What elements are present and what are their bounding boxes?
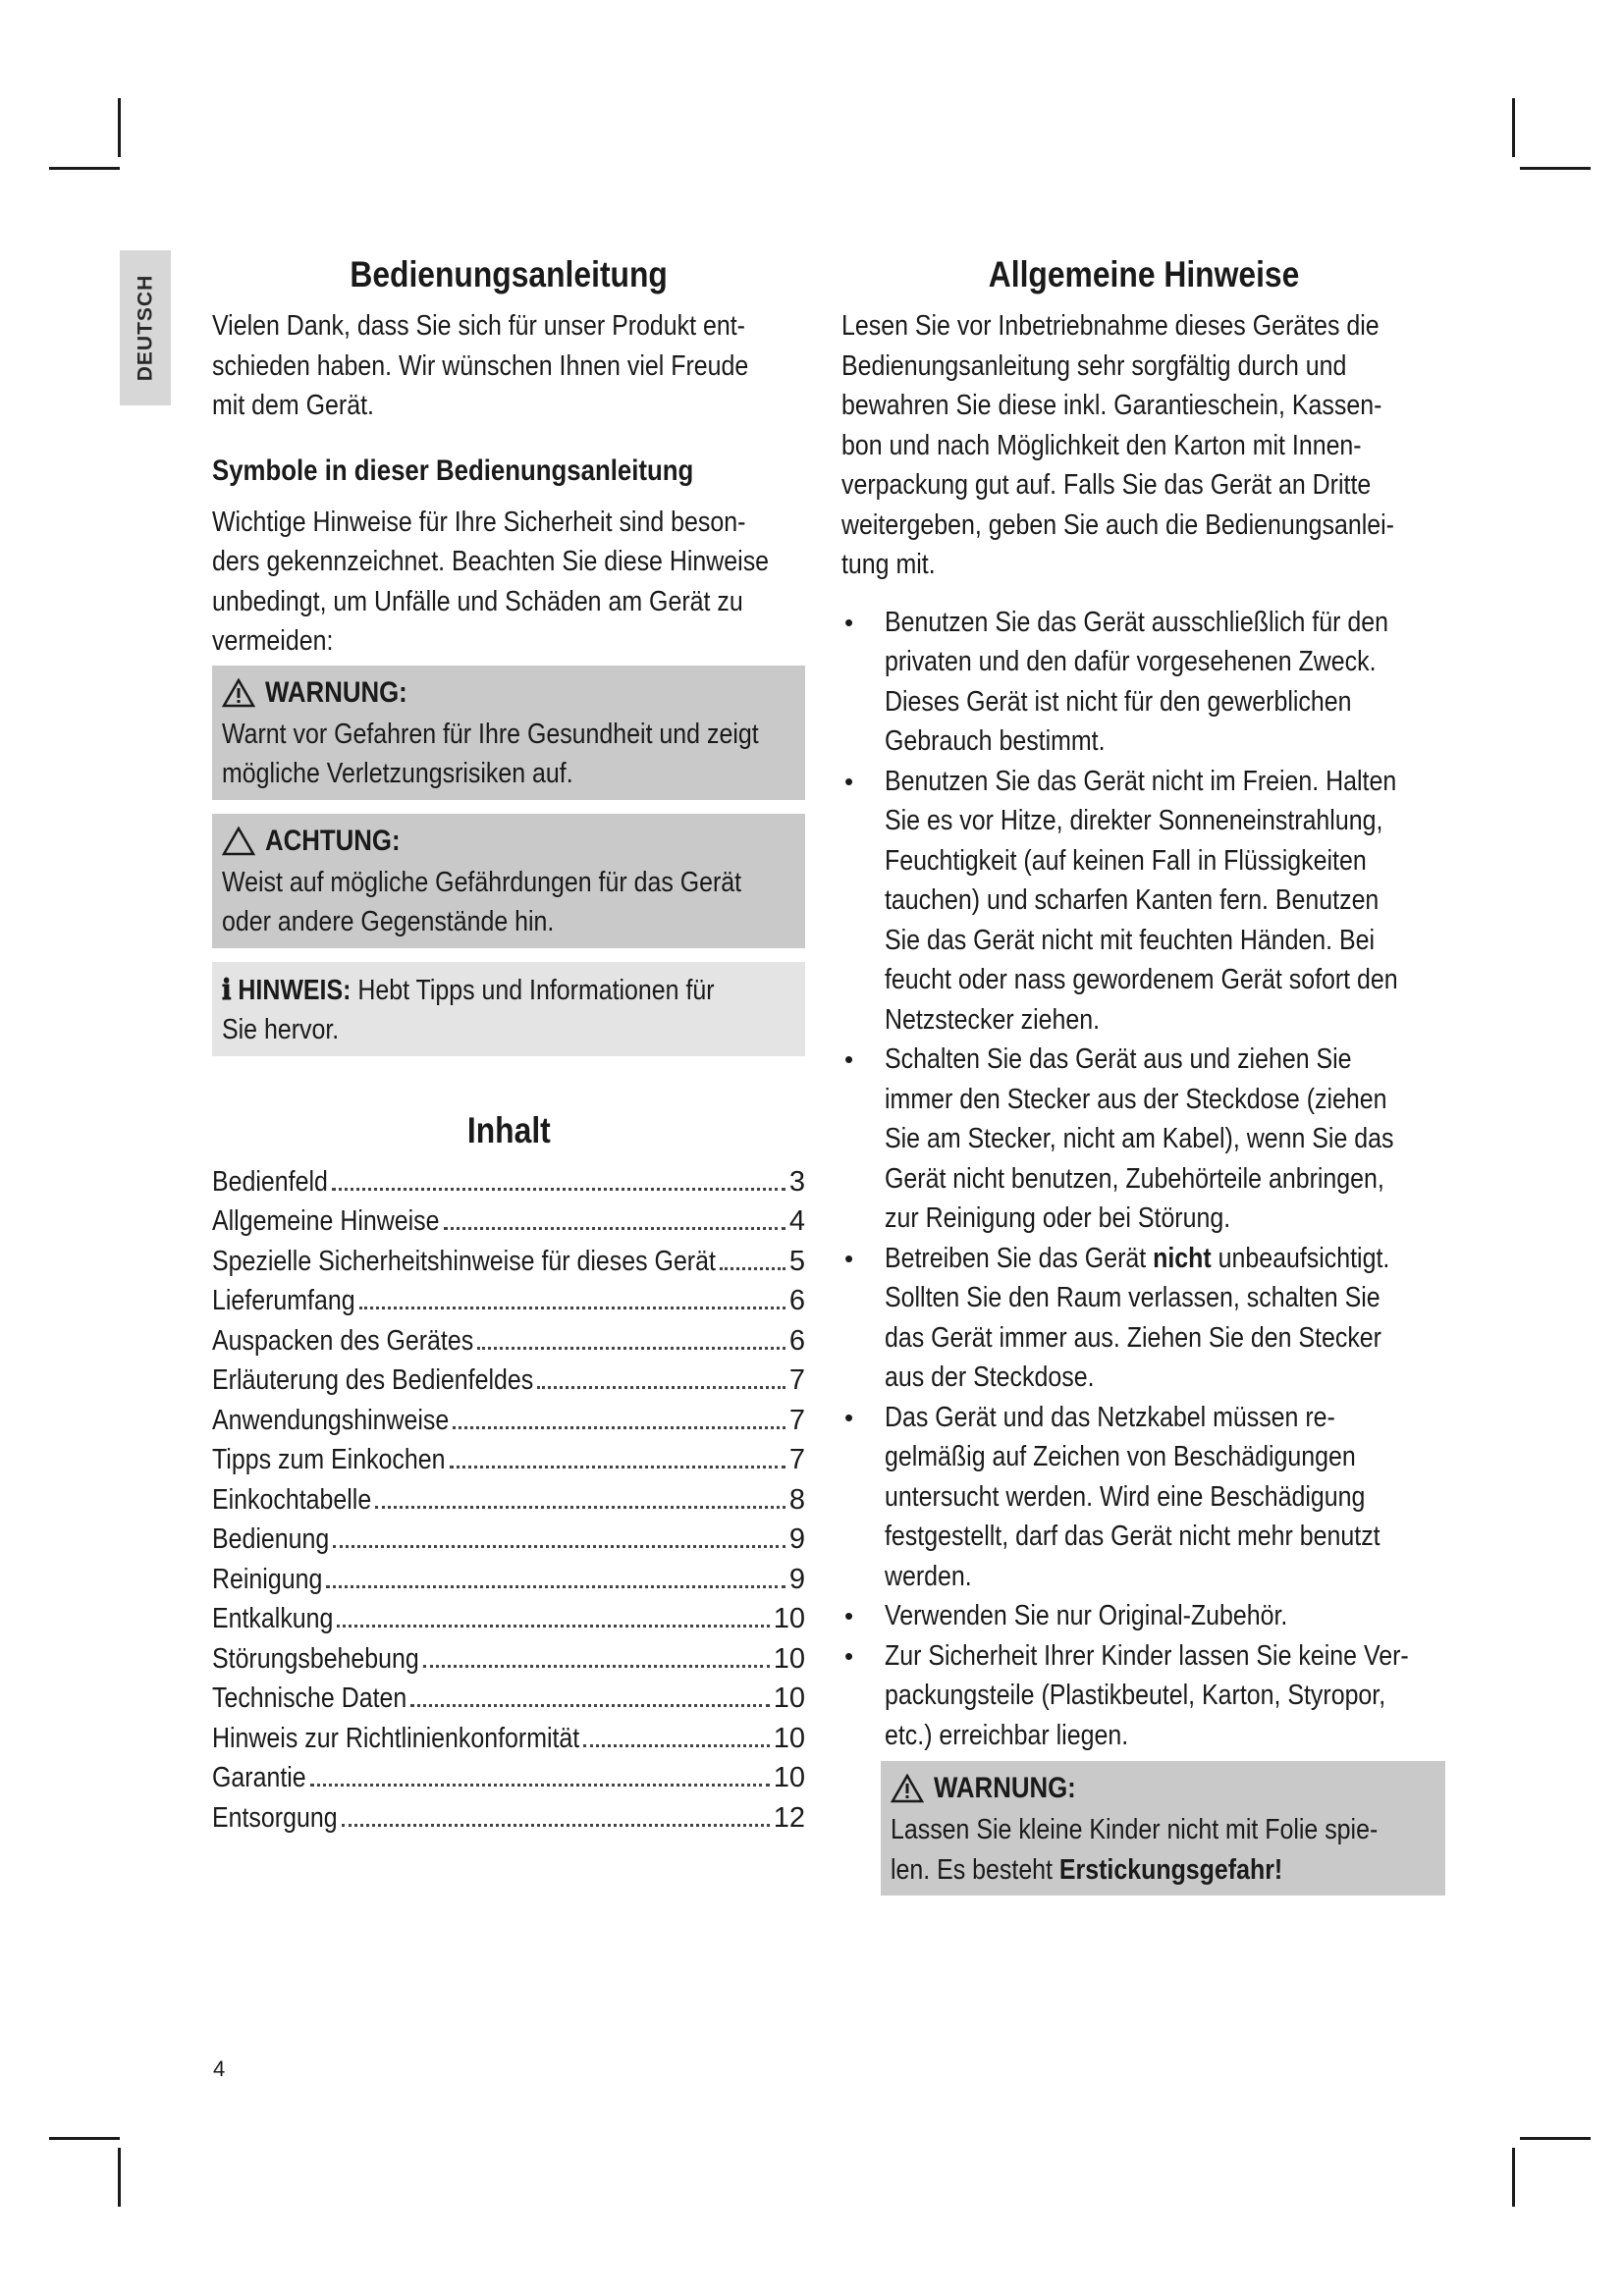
toc-entry-title: Lieferumfang (212, 1285, 355, 1316)
warning-box: WARNUNG: Warnt vor Gefahren für Ihre Gesundheit und zeigt mögliche Verletzungsrisiken auf. (212, 666, 805, 800)
list-item: • Das Gerät und das Netzkabel müssen re- gelmäßig auf Zeichen von Beschädigungen untersucht werden. Wird eine Beschädigung festgestellt, darf das Gerät nicht mehr benutzt werden. (841, 1398, 1447, 1597)
toc-leader-dots (477, 1347, 785, 1350)
toc-entry-title: Bedienung (212, 1523, 330, 1555)
toc-entry-title: Auspacken des Gerätes (212, 1324, 474, 1357)
toc-entry-title: Hinweis zur Richtlinienkonformität (212, 1722, 580, 1754)
toc-entry[interactable] (212, 1484, 805, 1524)
toc-leader-dots (453, 1426, 785, 1429)
toc-entry-page: 6 (788, 1324, 805, 1357)
toc-leader-dots (337, 1625, 769, 1628)
toc-leader-dots (375, 1506, 785, 1509)
toc-entry-page: 7 (788, 1444, 805, 1475)
toc-entry[interactable] (212, 1723, 805, 1763)
warning-icon (891, 1774, 924, 1803)
safety-list (841, 603, 1447, 1756)
toc-entry-page: 10 (773, 1722, 805, 1754)
symbols-paragraph: Wichtige Hinweise für Ihre Sicherheit sind beson- ders gekennzeichnet. Beachten Sie diese Hinweise unbedingt, um Unfälle und Schäden am Gerät zu vermeiden: (212, 506, 770, 657)
toc-entry-title: Einkochtabelle (212, 1483, 372, 1516)
toc-leader-dots (310, 1784, 770, 1787)
list-item: • Zur Sicherheit Ihrer Kinder lassen Sie keine Ver- packungsteile (Plastikbeutel, Karton, Styropor, etc.) erreichbar liegen. (841, 1636, 1447, 1756)
toc-entry[interactable] (212, 1564, 805, 1604)
toc-entry-title: Anwendungshinweise (212, 1404, 450, 1436)
language-tab (120, 250, 171, 405)
caution-label: ACHTUNG: (265, 824, 401, 857)
toc-leader-dots (537, 1386, 785, 1389)
toc-entry[interactable] (212, 1405, 805, 1445)
symbols-heading: Symbole in dieser Bedienungsanleitung (212, 454, 694, 487)
crop-mark (118, 98, 121, 157)
note-box: ℹ HINWEIS: Hebt Tipps und Informationen für Sie hervor. (212, 962, 805, 1056)
right-column (841, 245, 1447, 1909)
toc-entry-page: 12 (773, 1801, 805, 1834)
warning-label: WARNUNG: (934, 1772, 1076, 1804)
toc-entry[interactable] (212, 1802, 805, 1842)
section-title: Allgemeine Hinweise (989, 254, 1300, 294)
child-warning-box: WARNUNG: Lassen Sie kleine Kinder nicht mit Folie spie- len. Es besteht Erstickungsgefahr! (881, 1761, 1445, 1896)
language-tab-label: DEUTSCH (134, 274, 157, 382)
toc-entry-title: Entsorgung (212, 1801, 338, 1834)
toc-entry-page: 10 (773, 1642, 805, 1675)
crop-mark (1512, 98, 1515, 157)
toc-entry-title: Technische Daten (212, 1682, 407, 1714)
toc-entry[interactable] (212, 1325, 805, 1365)
toc-entry[interactable] (212, 1643, 805, 1683)
toc-leader-dots (720, 1267, 785, 1270)
toc-entry-page: 9 (788, 1523, 805, 1555)
toc-leader-dots (326, 1585, 785, 1588)
caution-box: ACHTUNG: Weist auf mögliche Gefährdungen für das Gerät oder andere Gegenstände hin. (212, 814, 805, 948)
list-item: • Benutzen Sie das Gerät ausschließlich für den privaten und den dafür vorgesehenen Zweck. Dieses Gerät ist nicht für den gewerblichen Gebrauch bestimmt. (841, 603, 1447, 762)
toc-entry[interactable] (212, 1444, 805, 1484)
page-number: 4 (213, 2056, 226, 2081)
table-of-contents (212, 1166, 805, 1842)
crop-mark (118, 2148, 121, 2207)
toc-entry-title: Garantie (212, 1762, 306, 1793)
crop-mark (49, 2137, 120, 2140)
toc-entry-title: Spezielle Sicherheitshinweise für dieses Gerät (212, 1245, 716, 1277)
toc-entry-title: Tipps zum Einkochen (212, 1444, 446, 1475)
general-intro: Lesen Sie vor Inbetriebnahme dieses Gerätes die Bedienungsanleitung sehr sorgfältig durch und bewahren Sie diese inkl. Garantieschein, Kassen- bon und nach Möglichkeit den Karton mit Innen- verpackung gut auf. Falls Sie das Gerät an Dritte weitergeben, geben Sie auch die Bedienungsanlei- tung mit. (841, 310, 1394, 580)
crop-mark (1520, 2137, 1591, 2140)
toc-title: Inhalt (466, 1109, 551, 1150)
toc-entry-page: 5 (788, 1245, 805, 1277)
crop-mark (1520, 167, 1591, 170)
page-title: Bedienungsanleitung (350, 254, 668, 294)
intro-paragraph: Vielen Dank, dass Sie sich für unser Produkt ent- schieden haben. Wir wünschen Ihnen viel Freude mit dem Gerät. (212, 310, 749, 421)
info-icon: ℹ (222, 972, 232, 1006)
toc-entry[interactable] (212, 1285, 805, 1325)
toc-entry-page: 10 (773, 1603, 805, 1634)
toc-leader-dots (423, 1665, 770, 1668)
toc-leader-dots (342, 1824, 770, 1827)
toc-leader-dots (410, 1704, 769, 1707)
toc-entry-page: 6 (788, 1285, 805, 1316)
toc-entry[interactable] (212, 1364, 805, 1405)
list-item: • Schalten Sie das Gerät aus und ziehen Sie immer den Stecker aus der Steckdose (ziehen Sie am Stecker, nicht am Kabel), wenn Sie das Gerät nicht benutzen, Zubehörteile anbringen, zur Reinigung oder bei Störung. (841, 1040, 1447, 1239)
left-column (212, 245, 805, 1842)
toc-entry-title: Entkalkung (212, 1603, 334, 1634)
toc-leader-dots (444, 1227, 785, 1230)
toc-leader-dots (332, 1188, 785, 1191)
toc-entry-page: 7 (788, 1404, 805, 1436)
note-label: HINWEIS: (238, 974, 352, 1006)
toc-entry-title: Reinigung (212, 1563, 323, 1595)
toc-entry-page: 10 (773, 1682, 805, 1714)
toc-entry-page: 9 (788, 1563, 805, 1595)
toc-entry[interactable] (212, 1762, 805, 1802)
list-item: • Benutzen Sie das Gerät nicht im Freien. Halten Sie es vor Hitze, direkter Sonneneinstrahlung, Feuchtigkeit (auf keinen Fall in Flüssigkeiten tauchen) und scharfen Kanten fern. Benutzen Sie das Gerät nicht mit feuchten Händen. Bei feucht oder nass gewordenem Gerät sofort den Netzstecker ziehen. (841, 762, 1447, 1041)
toc-entry-page: 10 (773, 1762, 805, 1793)
warning-icon (222, 678, 255, 708)
list-item: • Verwenden Sie nur Original-Zubehör. (841, 1596, 1447, 1636)
toc-leader-dots (333, 1545, 785, 1548)
toc-entry-title: Erläuterung des Bedienfeldes (212, 1364, 534, 1396)
toc-entry[interactable] (212, 1682, 805, 1723)
toc-leader-dots (450, 1466, 785, 1468)
caution-icon (222, 827, 255, 856)
toc-entry-title: Bedienfeld (212, 1165, 328, 1198)
crop-mark (1512, 2148, 1515, 2207)
toc-entry-page: 3 (788, 1165, 805, 1198)
toc-leader-dots (359, 1307, 785, 1309)
toc-entry-title: Störungsbehebung (212, 1642, 419, 1675)
toc-entry[interactable] (212, 1603, 805, 1643)
toc-entry[interactable] (212, 1205, 805, 1246)
toc-entry-title: Allgemeine Hinweise (212, 1205, 440, 1237)
toc-entry[interactable] (212, 1523, 805, 1564)
list-item: • Betreiben Sie das Gerät nicht unbeaufsichtigt. Sollten Sie den Raum verlassen, schalten Sie das Gerät immer aus. Ziehen Sie den Stecker aus der Steckdose. (841, 1239, 1447, 1398)
toc-leader-dots (583, 1744, 770, 1747)
toc-entry-page: 7 (788, 1364, 805, 1396)
crop-mark (49, 167, 120, 170)
toc-entry-page: 4 (788, 1205, 805, 1237)
toc-entry-page: 8 (788, 1483, 805, 1516)
toc-entry[interactable] (212, 1166, 805, 1206)
toc-entry[interactable] (212, 1246, 805, 1286)
warning-label: WARNUNG: (265, 675, 407, 709)
